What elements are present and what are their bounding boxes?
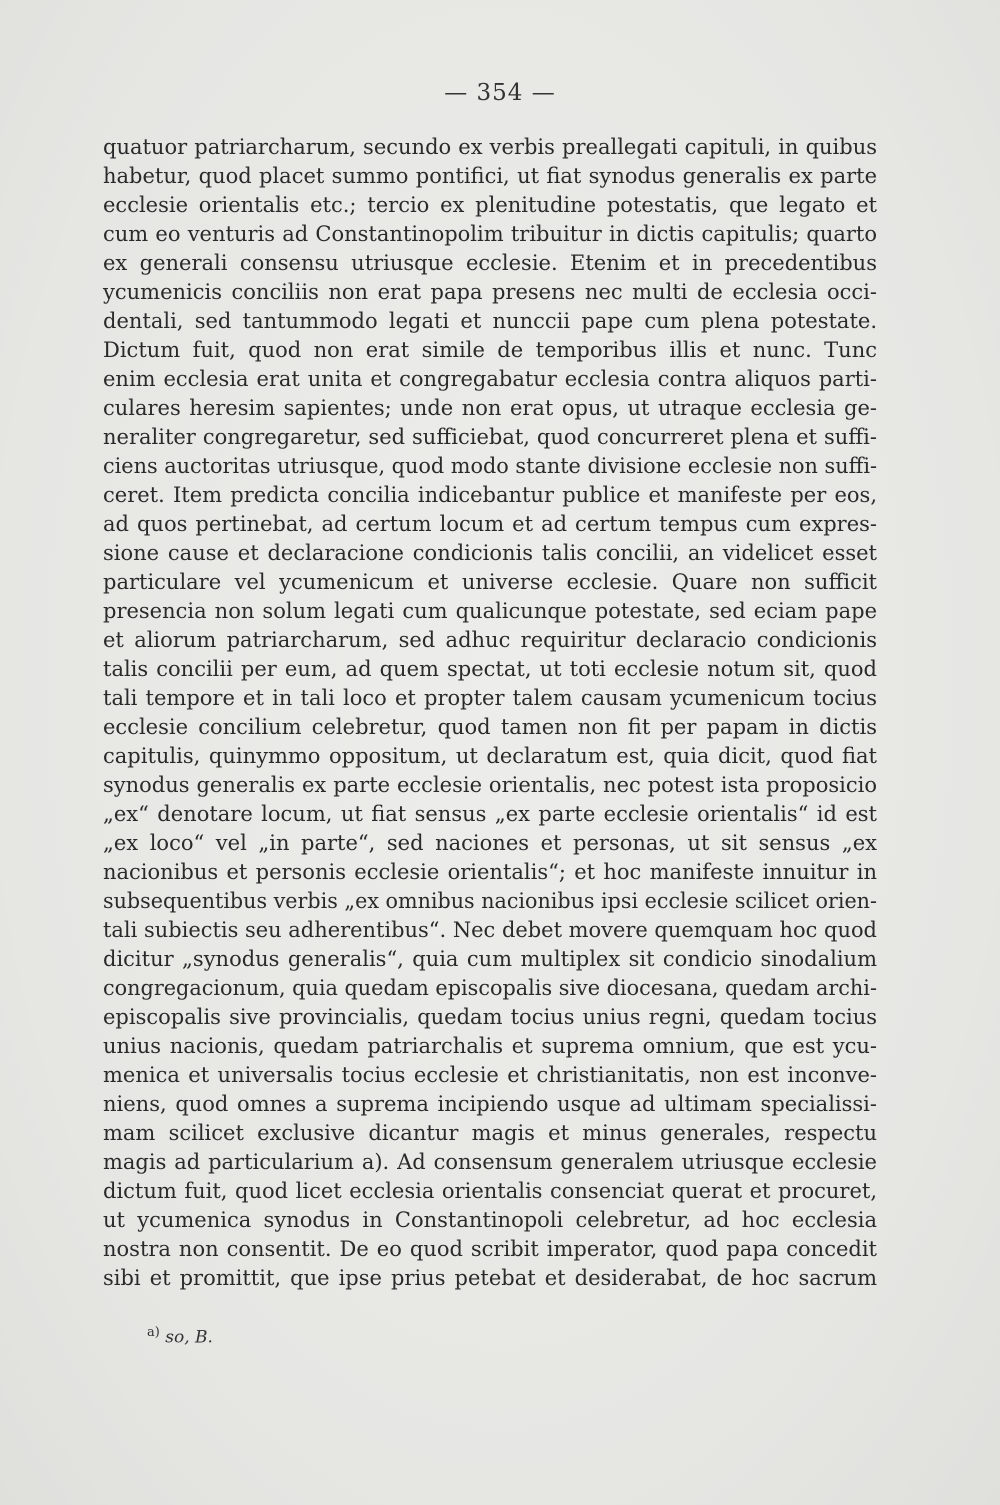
text-line: ycumenicis conciliis non erat papa presens nec multi de ecclesia occi-	[103, 280, 877, 304]
text-line: dictum fuit, quod licet ecclesia orientalis consenciat querat et procuret,	[103, 1179, 877, 1203]
text-line: tali subiectis seu adherentibus“. Nec debet movere quemquam hoc quod	[103, 918, 877, 942]
text-line: cum eo venturis ad Constantinopolim tribuitur in dictis capitulis; quarto	[103, 222, 877, 246]
text-line: nostra non consentit. De eo quod scribit imperator, quod papa concedit	[103, 1237, 877, 1261]
text-line: Dictum fuit, quod non erat simile de temporibus illis et nunc. Tunc	[103, 338, 877, 362]
text-line: congregacionum, quia quedam episcopalis sive diocesana, quedam archi-	[103, 976, 877, 1000]
page-number: — 354 —	[444, 80, 556, 106]
text-line: „ex“ denotare locum, ut fiat sensus „ex parte ecclesie orientalis“ id est	[103, 802, 877, 826]
text-line: ad quos pertinebat, ad certum locum et ad certum tempus cum expres-	[103, 512, 877, 536]
text-line: menica et universalis tocius ecclesie et christianitatis, non est inconve-	[103, 1063, 877, 1087]
text-line: sione cause et declaracione condicionis talis concilii, an videlicet esset	[103, 541, 877, 565]
text-line: ecclesie orientalis etc.; tercio ex plenitudine potestatis, que legato et	[103, 193, 877, 217]
text-line: et aliorum patriarcharum, sed adhuc requiritur declaracio condicionis	[103, 628, 877, 652]
text-line: dentali, sed tantummodo legati et nunccii pape cum plena potestate.	[103, 309, 877, 333]
text-line: „ex loco“ vel „in parte“, sed naciones et personas, ut sit sensus „ex	[103, 831, 877, 855]
text-line: presencia non solum legati cum qualicunque potestate, sed eciam pape	[103, 599, 877, 623]
text-line: ex generali consensu utriusque ecclesie. Etenim et in precedentibus	[103, 251, 877, 275]
text-line: nacionibus et personis ecclesie orientalis“; et hoc manifeste innuitur in	[103, 860, 877, 884]
body-text	[103, 133, 877, 1293]
text-line: subsequentibus verbis „ex omnibus nacionibus ipsi ecclesie scilicet orien-	[103, 889, 877, 913]
text-line: dicitur „synodus generalis“, quia cum multiplex sit condicio sinodalium	[103, 947, 877, 971]
footnote-text: so, B.	[165, 1327, 213, 1348]
text-line: talis concilii per eum, ad quem spectat, ut toti ecclesie notum sit, quod	[103, 657, 877, 681]
footnote	[147, 1325, 213, 1348]
text-line: ciens auctoritas utriusque, quod modo stante divisione ecclesie non suffi-	[103, 454, 878, 478]
text-line: enim ecclesia erat unita et congregabatur ecclesia contra aliquos parti-	[103, 367, 877, 391]
text-line: synodus generalis ex parte ecclesie orientalis, nec potest ista proposicio	[103, 773, 877, 797]
text-line: episcopalis sive provincialis, quedam tocius unius regni, quedam tocius	[103, 1005, 877, 1029]
text-line: ecclesie concilium celebretur, quod tamen non fit per papam in dictis	[103, 715, 877, 739]
text-line: particulare vel ycumenicum et universe ecclesie. Quare non sufficit	[103, 570, 877, 594]
text-line: tali tempore et in tali loco et propter talem causam ycumenicum tocius	[103, 686, 877, 710]
text-line: ceret. Item predicta concilia indicebantur publice et manifeste per eos,	[103, 483, 877, 507]
text-line: culares heresim sapientes; unde non erat opus, ut utraque ecclesia ge-	[103, 396, 877, 420]
text-line: neraliter congregaretur, sed sufficiebat, quod concurreret plena et suffi-	[103, 425, 877, 449]
text-line: sibi et promittit, que ipse prius petebat et desiderabat, de hoc sacrum	[103, 1266, 877, 1290]
text-line: niens, quod omnes a suprema incipiendo usque ad ultimam specialissi-	[103, 1092, 877, 1116]
text-line: ut ycumenica synodus in Constantinopoli celebretur, ad hoc ecclesia	[103, 1208, 877, 1232]
footnote-mark: a)	[147, 1325, 160, 1340]
text-line: unius nacionis, quedam patriarchalis et suprema omnium, que est ycu-	[103, 1034, 877, 1058]
text-line: habetur, quod placet summo pontifici, ut fiat synodus generalis ex parte	[103, 164, 877, 188]
text-line: capitulis, quinymmo oppositum, ut declaratum est, quia dicit, quod fiat	[103, 744, 877, 768]
text-line: mam scilicet exclusive dicantur magis et minus generales, respectu	[103, 1121, 877, 1145]
text-line: magis ad particularium a). Ad consensum generalem utriusque ecclesie	[103, 1150, 877, 1174]
text-line: quatuor patriarcharum, secundo ex verbis preallegati capituli, in quibus	[103, 135, 877, 159]
